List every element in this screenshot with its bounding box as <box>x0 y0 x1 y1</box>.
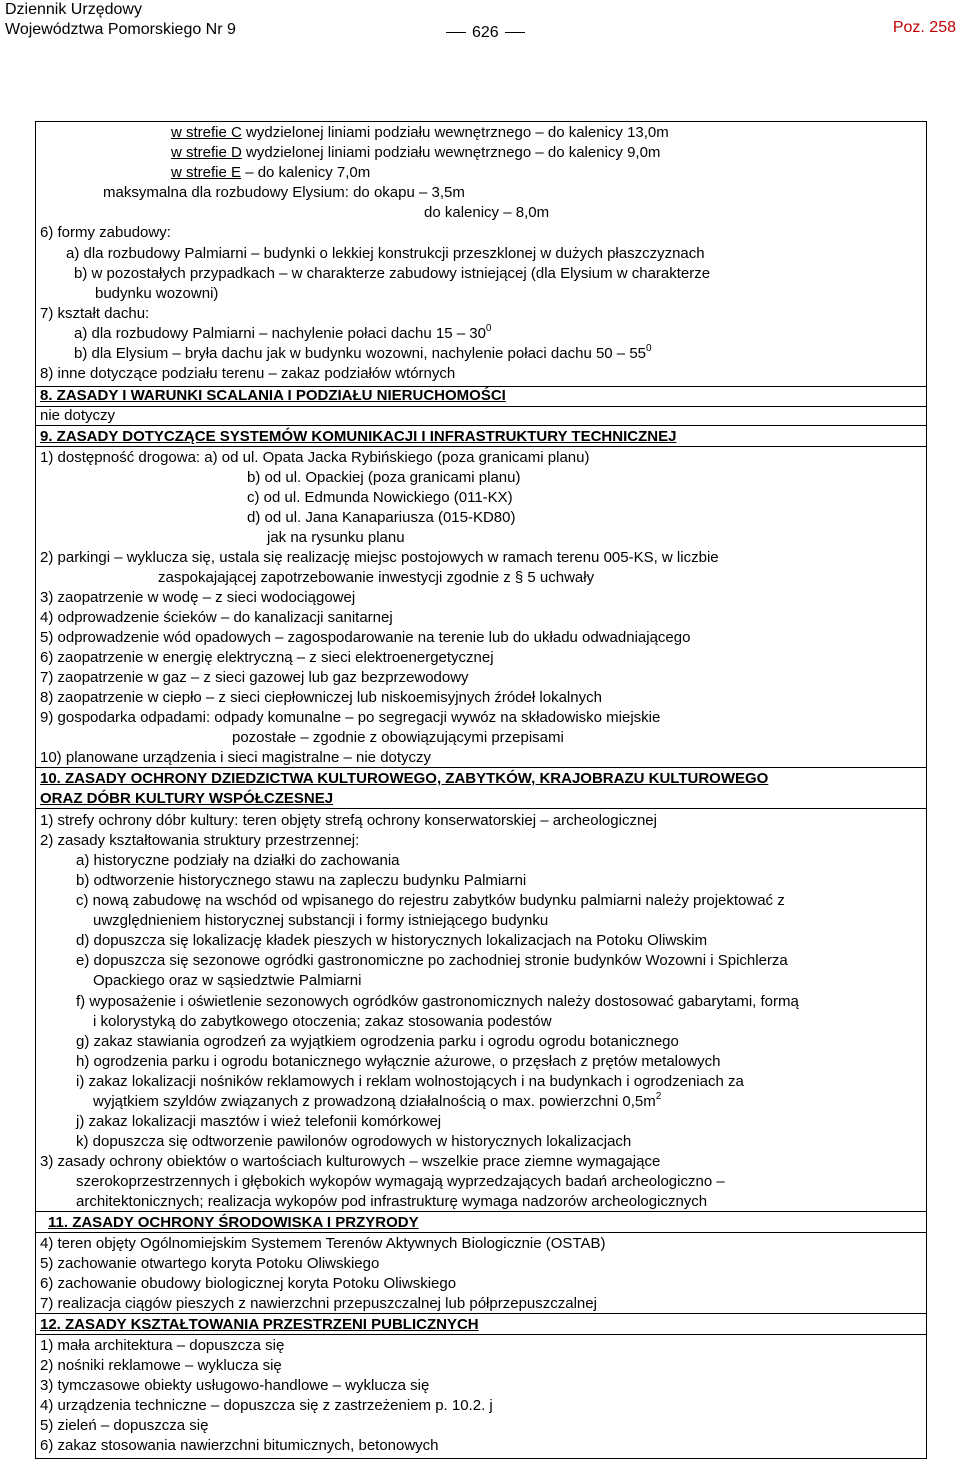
text-line: architektonicznych; realizacja wykopów pod infrastrukturę wymaga nadzorów archeologicznych <box>76 1193 708 1210</box>
text-line: budynku wozowni) <box>95 285 219 302</box>
text-line: wyjątkiem szyldów związanych z prowadzoną działalnością o max. powierzchni $0,5m^2$ <box>93 1091 662 1110</box>
text-line: 1) mała architektura – dopuszcza się <box>40 1337 285 1354</box>
text-line: a) historyczne podziały na działki do zachowania <box>76 852 400 869</box>
section-10-heading-line1: 10. ZASADY OCHRONY DZIEDZICTWA KULTUROWEGO, ZABYTKÓW, KRAJOBRAZU KULTUROWEGO <box>40 770 769 787</box>
text-line: b) odtworzenie historycznego stawu na zapleczu budynku Palmiarni <box>76 872 527 889</box>
text-line: jak na rysunku planu <box>267 529 405 546</box>
text-line: 4) urządzenia techniczne – dopuszcza się z zastrzeżeniem p. 10.2. j <box>40 1397 493 1414</box>
text-line: a) dla rozbudowy Palmiarni – nachylenie połaci dachu $15 - 30^0$ <box>74 323 492 342</box>
text-line: k) dopuszcza się odtworzenie pawilonów ogrodowych w historycznych lokalizacjach <box>76 1133 632 1150</box>
text-line: d) dopuszcza się lokalizację kładek pieszych w historycznych lokalizacjach na Potoku Oliwskim <box>76 932 708 949</box>
text-line: 4) teren objęty Ogólnomiejskim Systemem Terenów Aktywnych Biologicznie (OSTAB) <box>40 1235 606 1252</box>
text-line: g) zakaz stawiania ogrodzeń za wyjątkiem ogrodzenia parku i ogrodu ogrodu botanicznego <box>76 1033 679 1050</box>
text-line: 10) planowane urządzenia i sieci magistralne – nie dotyczy <box>40 749 432 766</box>
text-line: zaspokajającej zapotrzebowanie inwestycji zgodnie z § 5 uchwały <box>158 569 595 586</box>
text-line: 6) zachowanie obudowy biologicznej koryta Potoku Oliwskiego <box>40 1275 457 1292</box>
text-line: c) nową zabudowę na wschód od wpisanego do rejestru zabytków budynku palmiarni należy projektować z <box>76 892 785 909</box>
text-line: h) ogrodzenia parku i ogrodu botanicznego wyłącznie ażurowe, o przęsłach z prętów metalowych <box>76 1053 721 1070</box>
text-line: i) zakaz lokalizacji nośników reklamowych i reklam wolnostojących i na budynkach i ogrodzeniach za <box>76 1073 744 1090</box>
text-line: 4) odprowadzenie ścieków – do kanalizacji sanitarnej <box>40 609 393 626</box>
text-line: 8) inne dotyczące podziału terenu – zakaz podziałów wtórnych <box>40 365 456 382</box>
text-line: 3) tymczasowe obiekty usługowo-handlowe – wyklucza się <box>40 1377 430 1394</box>
text-line: Opackiego oraz w sąsiedztwie Palmiarni <box>93 972 362 989</box>
text-line: 2) nośniki reklamowe – wyklucza się <box>40 1357 282 1374</box>
section-10-heading-line2: ORAZ DÓBR KULTURY WSPÓŁCZESNEJ <box>40 790 334 807</box>
text-line: szerokoprzestrzennych i głębokich wykopów wymagają wyprzedzających badań archeologiczno – <box>76 1173 725 1190</box>
section-9-heading: 9. ZASADY DOTYCZĄCE SYSTEMÓW KOMUNIKACJI I INFRASTRUKTURY TECHNICZNEJ <box>40 428 677 445</box>
text-line: 7) realizacja ciągów pieszych z nawierzchni przepuszczalnej lub półprzepuszczalnej <box>40 1295 597 1312</box>
page-number: 626 <box>440 24 531 42</box>
text-line: 7) kształt dachu: <box>40 305 150 322</box>
text-line: pozostałe – zgodnie z obowiązującymi przepisami <box>232 729 564 746</box>
section-8-content-box <box>35 406 927 426</box>
journal-title: Dziennik Urzędowy <box>5 1 142 18</box>
text-line: uwzględnieniem historycznej substancji i formy istniejącego budynku <box>93 912 549 929</box>
text-line: 6) zakaz stosowania nawierzchni bitumicznych, betonowych <box>40 1437 439 1454</box>
text-line: nie dotyczy <box>40 407 116 424</box>
text-line: 7) zaopatrzenie w gaz – z sieci gazowej lub gaz bezprzewodowy <box>40 669 469 686</box>
text-line: 2) parkingi – wyklucza się, ustala się realizację miejsc postojowych w ramach terenu 005-KS, w liczbie <box>40 549 719 566</box>
text-line: w strefie D wydzielonej liniami podziału wewnętrznego – do kalenicy 9,0m <box>171 144 661 161</box>
journal-subtitle: Województwa Pomorskiego Nr 9 <box>5 21 236 38</box>
text-line: 3) zasady ochrony obiektów o wartościach kulturowych – wszelkie prace ziemne wymagające <box>40 1153 661 1170</box>
text-line: c) od ul. Edmunda Nowickiego (011-KX) <box>247 489 513 506</box>
text-line: 6) formy zabudowy: <box>40 224 171 241</box>
text-line: 8) zaopatrzenie w ciepło – z sieci ciepłowniczej lub niskoemisyjnych źródeł lokalnych <box>40 689 602 706</box>
text-line: b) od ul. Opackiej (poza granicami planu) <box>247 469 521 486</box>
text-line: 9) gospodarka odpadami: odpady komunalne – po segregacji wywóz na składowisko miejskie <box>40 709 661 726</box>
section-12-heading: 12. ZASADY KSZTAŁTOWANIA PRZESTRZENI PUBLICZNYCH <box>40 1316 479 1333</box>
text-line: i kolorystyką do zabytkowego otoczenia; zakaz stosowania podestów <box>93 1013 552 1030</box>
text-line: b) dla Elysium – bryła dachu jak w budynku wozowni, nachylenie połaci dachu $50 - 55^0$ <box>74 343 652 362</box>
page-header <box>0 0 960 50</box>
text-line: w strefie C wydzielonej liniami podziału wewnętrznego – do kalenicy 13,0m <box>171 124 669 141</box>
text-line: 5) odprowadzenie wód opadowych – zagospodarowanie na terenie lub do układu odwadniającego <box>40 629 691 646</box>
text-line: w strefie E – do kalenicy 7,0m <box>171 164 371 181</box>
text-line: d) od ul. Jana Kanapariusza (015-KD80) <box>247 509 516 526</box>
text-line: maksymalna dla rozbudowy Elysium: do okapu – 3,5m <box>103 184 465 201</box>
text-line: 1) strefy ochrony dóbr kultury: teren objęty strefą ochrony konserwatorskiej – archeologicznej <box>40 812 657 829</box>
text-line: f) wyposażenie i oświetlenie sezonowych ogródków gastronomicznych należy dostosować gabarytami, formą <box>76 993 799 1010</box>
position-number: Poz. 258 <box>892 19 956 36</box>
section-11-heading: 11. ZASADY OCHRONY ŚRODOWISKA I PRZYRODY <box>48 1214 419 1231</box>
text-line: e) dopuszcza się sezonowe ogródki gastronomiczne po zachodniej stronie budynków Wozowni i Spichlerza <box>76 952 788 969</box>
text-line: 6) zaopatrzenie w energię elektryczną – z sieci elektroenergetycznej <box>40 649 494 666</box>
text-line: b) w pozostałych przypadkach – w charakterze zabudowy istniejącej (dla Elysium w charakterze <box>74 265 711 282</box>
text-line: j) zakaz lokalizacji masztów i wież telefonii komórkowej <box>76 1113 442 1130</box>
section-8-heading: 8. ZASADY I WARUNKI SCALANIA I PODZIAŁU NIERUCHOMOŚCI <box>40 387 506 404</box>
text-line: 1) dostępność drogowa: a) od ul. Opata Jacka Rybińskiego (poza granicami planu) <box>40 449 590 466</box>
text-line: 3) zaopatrzenie w wodę – z sieci wodociągowej <box>40 589 356 606</box>
text-line: 2) zasady kształtowania struktury przestrzennej: <box>40 832 360 849</box>
text-line: 5) zieleń – dopuszcza się <box>40 1417 209 1434</box>
text-line: a) dla rozbudowy Palmiarni – budynki o lekkiej konstrukcji przeszklonej w dużych płaszczyznach <box>66 245 705 262</box>
text-line: do kalenicy – 8,0m <box>424 204 550 221</box>
text-line: 5) zachowanie otwartego koryta Potoku Oliwskiego <box>40 1255 380 1272</box>
